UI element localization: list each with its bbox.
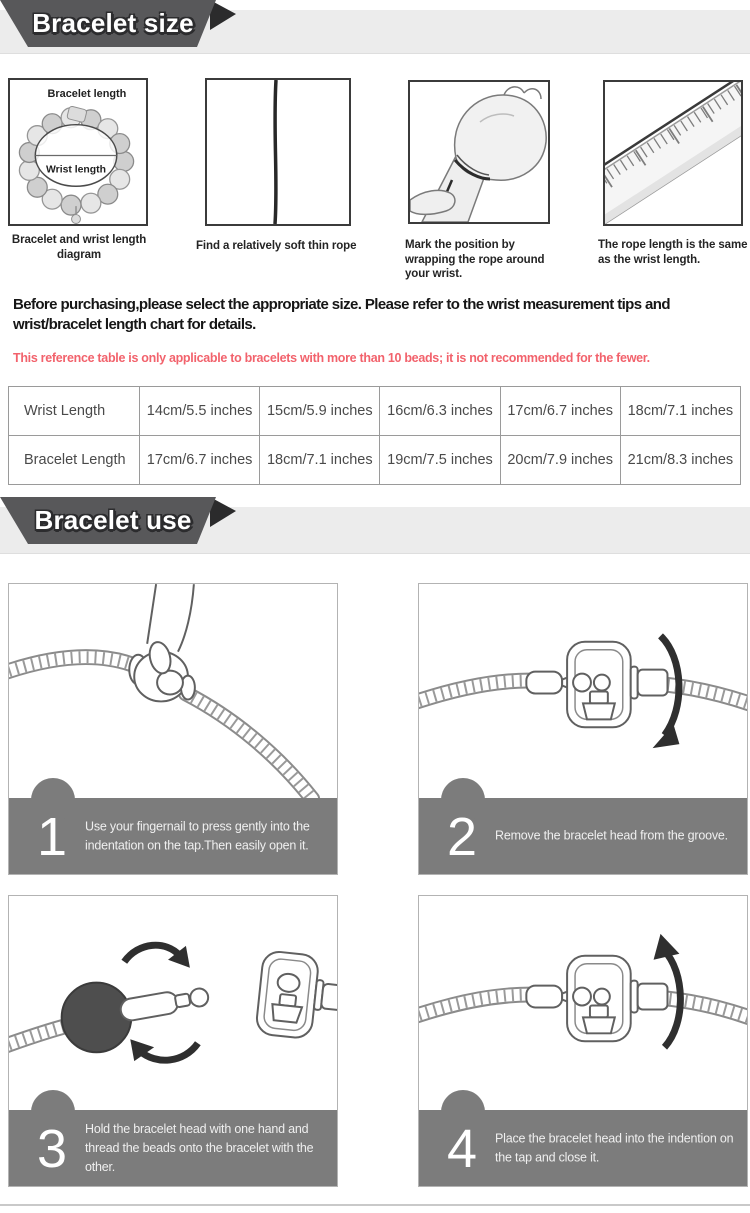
use-step-panel-1 — [8, 583, 338, 875]
step-caption-bar — [419, 798, 747, 874]
table-cell: 18cm/7.1 inches — [260, 436, 380, 485]
use-step-panel-4 — [418, 895, 748, 1187]
bracelet-diagram-image — [10, 80, 146, 224]
bottom-divider — [0, 1204, 750, 1206]
table-cell: 17cm/6.7 inches — [140, 436, 260, 485]
table-cell: 20cm/7.9 inches — [500, 436, 620, 485]
measure-caption-3: Mark the position by wrapping the rope around your wrist. — [405, 239, 545, 281]
step-3-illustration — [9, 896, 337, 1111]
step-4-illustration — [419, 896, 747, 1111]
bracelet-length-label: Bracelet length — [47, 87, 127, 100]
table-cell: 14cm/5.5 inches — [140, 387, 260, 436]
wrist-wrap-panel — [408, 80, 550, 224]
table-cell: 15cm/5.9 inches — [260, 387, 380, 436]
step-number: 1 — [36, 807, 68, 867]
step-number: 2 — [446, 807, 478, 867]
measure-caption-4: The rope length is the same as the wrist length. — [598, 239, 748, 266]
warning-text: This reference table is only applicable to bracelets with more than 10 beads; it is not recommended for the fewer. — [13, 351, 650, 365]
intro-text: Before purchasing,please select the appropriate size. Please refer to the wrist measurement tips and wrist/bracelet length chart for details. — [13, 296, 670, 334]
table-cell: 18cm/7.1 inches — [620, 387, 740, 436]
measure-caption-2: Find a relatively soft thin rope — [196, 240, 357, 252]
step-1-illustration — [9, 584, 337, 799]
step-caption: Place the bracelet head into the indention on the tap and close it. — [495, 1131, 734, 1164]
step-number: 4 — [446, 1119, 478, 1179]
step-number: 3 — [36, 1119, 68, 1179]
step-caption: Remove the bracelet head from the groove. — [495, 828, 728, 843]
table-row-label: Wrist Length — [9, 387, 140, 436]
step-caption: Hold the bracelet head with one hand and thread the beads onto the bracelet with the other. — [85, 1121, 314, 1174]
step-2-illustration — [419, 584, 747, 799]
table-cell: 17cm/6.7 inches — [500, 387, 620, 436]
measure-caption-1: Bracelet and wrist length diagram — [11, 234, 147, 261]
rope-image — [207, 80, 349, 224]
wrist-length-label: Wrist length — [46, 164, 106, 176]
table-cell: 21cm/8.3 inches — [620, 436, 740, 485]
table-row-label: Bracelet Length — [9, 436, 140, 485]
bracelet-diagram-panel — [8, 78, 148, 226]
table-cell: 16cm/6.3 inches — [380, 387, 500, 436]
section-title-use: Bracelet use — [34, 505, 192, 535]
table-cell: 19cm/7.5 inches — [380, 436, 500, 485]
ruler-panel — [603, 80, 743, 226]
ruler-image — [605, 82, 741, 224]
size-table — [8, 386, 741, 485]
use-step-panel-2 — [418, 583, 748, 875]
step-caption: Use your fingernail to press gently into the indentation on the tap.Then easily open it. — [85, 819, 310, 852]
use-step-panel-3 — [8, 895, 338, 1187]
section-title-size: Bracelet size — [32, 8, 194, 38]
rope-panel — [205, 78, 351, 226]
table-row — [9, 436, 741, 485]
step-caption-bar — [419, 1110, 747, 1186]
step-caption-bar — [9, 798, 337, 874]
wrist-wrap-image — [410, 82, 548, 222]
table-row — [9, 387, 741, 436]
step-caption-bar — [9, 1110, 337, 1186]
